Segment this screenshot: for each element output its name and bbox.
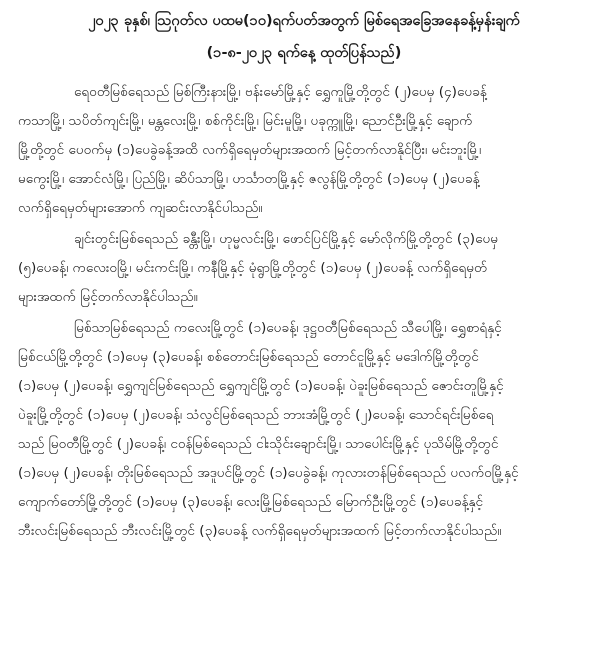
paragraph-line: ကသာမြို့၊ သပိတ်ကျင်းမြို့၊ မန္တလေးမြို့၊ စစ်ကိုင်းမြို့၊ မြင်းမူမြို့၊ ပခုက္ကူမြို့၊ ညောင်ဦးမြို့နှင့် ချောက် [18,113,473,129]
paragraph-ayeyarwady [18,78,590,223]
paragraph-line: မြို့တို့တွင် ပေဝက်မှ (၁)ပေခွဲခန့်အထိ လက်ရှိရေမှတ်များအထက် မြင့်တက်လာနိုင်ပြီး၊ မင်းဘူးမြို့၊ [18,142,482,158]
paragraph-line: ရေဝတီမြစ်ရေသည် မြစ်ကြီးနားမြို့၊ ဗန်းမော်မြို့နှင့် ရွှေကူမြို့တို့တွင် (၂)ပေမှ (၄)ပေခန့် [74,84,487,100]
paragraph-line: သည် မြဝတီမြို့တွင် (၂)ပေခန့်၊ ငဝန်မြစ်ရေသည် ငါးသိုင်းချောင်းမြို့၊ သာပေါင်းမြို့နှင့် ပုသိမ်မြို့တို့တွင် [18,436,499,452]
paragraph-line: လက်ရှိရေမှတ်များအောက် ကျဆင်းလာနိုင်ပါသည်။ [18,200,263,216]
paragraph-chindwin [18,225,590,312]
paragraph-line: ချင်းတွင်းမြစ်ရေသည် ခန္တီးမြို့၊ ဟုမ္မလင်းမြို့၊ ဖောင်ပြင်မြို့နှင့် မော်လိုက်မြို့တို့တွင် (၃)ပေမှ [74,231,498,247]
paragraph-line: (၅)ပေခန့်၊ ကလေးဝမြို့၊ မင်းကင်းမြို့၊ ကနီမြို့နှင့် မုံရွာမြို့တို့တွင် (၁)ပေမှ (၂)ပေခန့် လက်ရှိရေမှတ် [18,260,488,276]
paragraph-line: ကျောက်တော်မြို့တို့တွင် (၁)ပေမှ (၃)ပေခန့်၊ လေးမြို့မြစ်ရေသည် မြောက်ဦးမြို့တွင် (၁)ပေခန့်နှင့် [18,494,484,510]
paragraph-line: မြစ်သာမြစ်ရေသည် ကလေးမြို့တွင် (၁)ပေခန့်၊ ဒုဋ္ဌဝတီမြစ်ရေသည် သီပေါမြို့၊ ရွှေစာရံနှင့် [74,320,502,336]
paragraph-line: ဘီးလင်းမြစ်ရေသည် ဘီးလင်းမြို့တွင် (၃)ပေခန့် လက်ရှိရေမှတ်များအထက် မြင့်တက်လာနိုင်ပါသည်။ [18,523,502,539]
paragraph-other-rivers [18,314,590,546]
paragraph-line: ပဲခူးမြို့တို့တွင် (၁)ပေမှ (၂)ပေခန့်၊ သံလွင်မြစ်ရေသည် ဘားအံမြို့တွင် (၂)ပေခန့်၊ သောင်ရင်းမြစ်ရေ [18,407,494,423]
paragraph-line: များအထက် မြင့်တက်လာနိုင်ပါသည်။ [18,289,198,305]
release-date: (၁-၈-၂၀၂၃ ရက်နေ့ ထုတ်ပြန်သည်) [206,45,402,61]
document-title: ၂၀၂၃ ခုနှစ်၊ ဩဂုတ်လ ပထမ(၁၀)ရက်ပတ်အတွက် မြစ်ရေအခြေအနေခန့်မှန်းချက် [88,13,520,29]
paragraph-line: မြစ်ငယ်မြို့တို့တွင် (၁)ပေမှ (၃)ပေခန့်၊ စစ်တောင်းမြစ်ရေသည် တောင်ငူမြို့နှင့် မဒေါက်မြို့တို့တွင် [18,349,479,365]
paragraph-line: (၁)ပေမှ (၂)ပေခန့်၊ ရွှေကျင်မြစ်ရေသည် ရွှေကျင်မြို့တွင် (၁)ပေခန့်၊ ပဲခူးမြစ်ရေသည် ဇောင်းတူမြို့နှင့် [18,378,504,394]
paragraph-line: မကွေးမြို့၊ အောင်လံမြို့၊ ပြည်မြို့၊ ဆိပ်သာမြို့၊ ဟင်္သာတမြို့နှင့် ဇလွန်မြို့တို့တွင် (၁)ပေမှ (၂)ပေခန့် [18,171,480,187]
paragraph-line: (၁)ပေမှ (၂)ပေခန့်၊ တိုးမြစ်ရေသည် အဒူပင်မြို့တွင် (၁)ပေခွဲခန့်၊ ကုလားတန်မြစ်ရေသည် ပလက်ဝမြို့နှင့် [18,465,519,481]
